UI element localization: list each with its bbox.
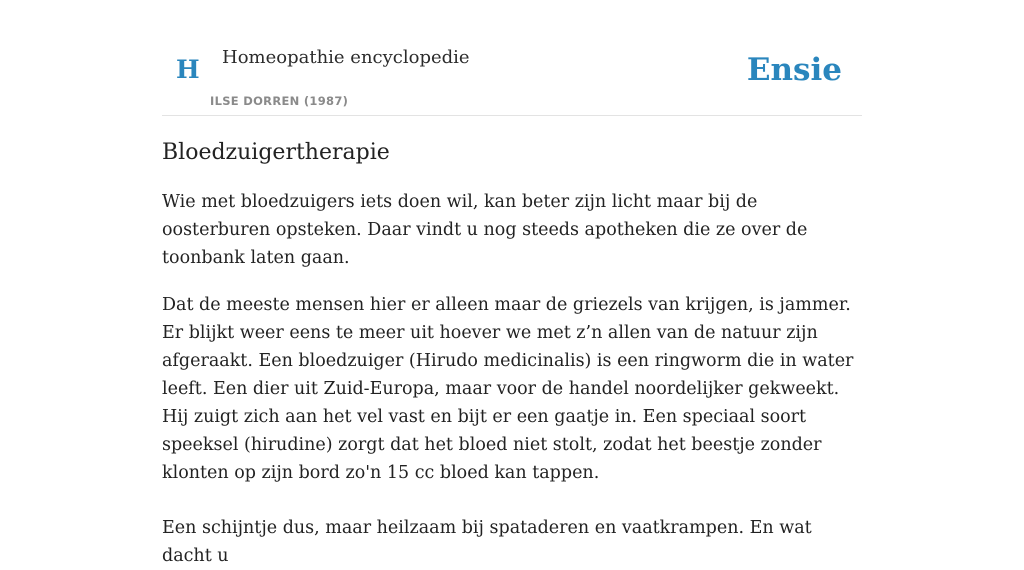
body-paragraph: Een schijntje dus, maar heilzaam bij spataderen en vaatkrampen. En wat dacht u xyxy=(162,518,812,566)
body-paragraph: Wie met bloedzuigers iets doen wil, kan beter zijn licht maar bij de oosterburen opsteken. Daar vindt u nog steeds apotheken die ze over de toonbank laten gaan. xyxy=(162,192,808,268)
article-title: Bloedzuigertherapie xyxy=(162,140,390,165)
book-initial-icon[interactable]: H xyxy=(176,55,200,84)
article-body xyxy=(162,188,862,570)
ensie-logo[interactable]: Ensie xyxy=(746,52,842,88)
book-author: ILSE DORREN (1987) xyxy=(210,94,349,108)
book-title-link[interactable]: Homeopathie encyclopedie xyxy=(222,47,470,68)
body-paragraph: Dat de meeste mensen hier er alleen maar de griezels van krijgen, is jammer. Er blijkt weer eens te meer uit hoever we met z’n allen van de natuur zijn afgeraakt. Een bloedzuiger (Hirudo medicinalis) is een ringworm die in water leeft. Een dier uit Zuid-Europa, maar voor de handel noordelijker gekweekt. Hij zuigt zich aan het vel vast en bijt er een gaatje in. Een speciaal soort speeksel (hirudine) zorgt dat het bloed niet stolt, zodat het beestje zonder klonten op zijn bord zo'n 15 cc bloed kan tappen. xyxy=(162,295,854,483)
entry-header xyxy=(162,0,862,116)
content-column xyxy=(162,0,862,570)
